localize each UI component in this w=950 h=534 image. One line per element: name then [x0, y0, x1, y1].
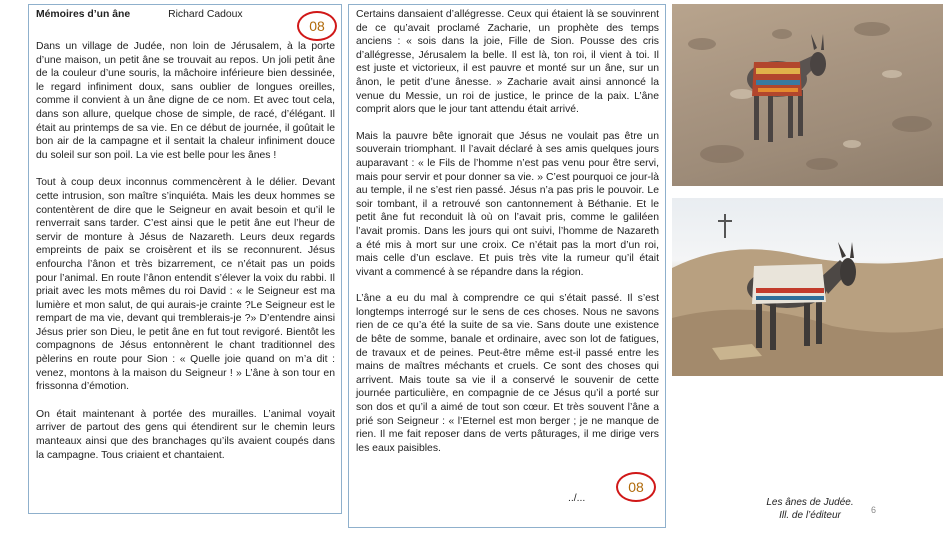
caption-line-1: Les ânes de Judée. — [766, 497, 854, 508]
article-author: Richard Cadoux — [168, 9, 243, 20]
paragraph: L’âne a eu du mal à comprendre ce qui s’était passé. Il s’est longtemps interrogé sur le sens de ces choses. Nous ne savons rien de ce qu’a été la suite de sa vie. Sans doute une existence de bête de somme, banale et ordinaire, avec son lot de fatigues, de travaux et de peines. Peut-être même est-il passé entre les mains de maîtres méchants et cruels. Ce sont des choses qui arrivent. Mais toute sa vie il a conservé le souvenir de cette journée particulière, en compagnie de ce Jésus qu’il a porté sur son dos et qu’il a aimé de tout son cœur. Et très souvent l’âne a prié son Seigneur : « l’Eternel est mon berger ; je ne manque de rien. Il me fait reposer dans de verts pâturages, il me dirige vers les eaux paisibles. — [356, 293, 659, 454]
donkey-photo-top — [672, 4, 943, 186]
donkey-illustration-bottom — [672, 198, 943, 376]
left-text-column — [28, 4, 342, 514]
continuation-mark: ../... — [568, 493, 586, 504]
page-badge-top: 08 — [297, 11, 337, 41]
page-badge-bottom: 08 — [616, 472, 656, 502]
page-number: 6 — [871, 505, 877, 515]
paragraph: Dans un village de Judée, non loin de Jérusalem, à la porte d’une maison, un petit âne se trouvait au repos. Un joli petit âne de la couleur d’une souris, la mâchoire inférieure bien dessinée, le regard infiniment doux, sans oublier de longues oreilles, comme il convient à un âne digne de ce nom. Et avec tout cela, dans son allure, quelque chose de simple, de racé, d’élégant. Il était au printemps de sa vie. En ce début de journée, il goûtait le bon air de la campagne et il sentait la chaleur infiniment douce du soleil sur son poil. La vie est belle pour les ânes ! — [36, 41, 335, 161]
caption-line-2: Ill. de l’éditeur — [779, 510, 841, 521]
photo-caption — [760, 496, 860, 522]
donkey-illustration-top — [672, 4, 943, 186]
paragraph: Certains dansaient d’allégresse. Ceux qui étaient là se souvinrent de ce qu’avait proclamé Zacharie, un prophète des temps anciens : « sois dans la joie, Fille de Sion. Pousse des cris d’allégresse, Jérusalem la belle. Il est là, ton roi, il vient à toi. Il est juste et victorieux, il est pauvre et monté sur un âne, sur un ânon, le petit d’une ânesse. » Zacharie avait ainsi annoncé la venue du Messie, un roi de justice, le prince de la paix. L’âne comprit alors que le jour tant attendu était arrivé. — [356, 9, 659, 116]
paragraph: On était maintenant à portée des murailles. L’animal voyait arriver de partout des gens qui étendirent sur le chemin leurs manteaux ainsi que des branchages qu’ils avaient coupés dans la campagne. Tous criaient et chantaient. — [36, 408, 335, 461]
article-header — [36, 8, 335, 40]
paragraph: Tout à coup deux inconnus commencèrent à le délier. Devant cette intrusion, son maître s’inquiéta. Mais les deux hommes se contentèrent de dire que le Seigneur en avait besoin et qu’il le renverrait sans tarder. C’est ainsi que le petit âne eut l’heur de servir de monture à Jésus de Nazareth. Leurs deux regards empreints de paix se croisèrent et ils se reconnurent. Jésus enfourcha l’ânon et très bizarrement, ce n’était pas un poids pour l’animal. En route l’ânon entendit s’élever la voix du rabbi. Il priait avec les mots mêmes du roi David : « le Seigneur est ma lumière et mon salut, de qui aurais-je crainte ?Le Seigneur est le rempart de ma vie, devant qui tremblerais-je ?» D’entendre ainsi Jésus prier son Dieu, le petit âne en fut tout revigoré. Bientôt les compagnons de Jésus entonnèrent le chant traditionnel des pèlerins en route pour Sion : « Quelle joie quand on m’a dit : venez, montons à la maison du Seigneur ! » L’âne à son tour en frissonna d’émotion. — [36, 177, 335, 393]
article-title: Mémoires d’un âne — [36, 9, 131, 20]
donkey-photo-bottom — [672, 198, 943, 376]
right-text-column — [348, 4, 666, 528]
paragraph: Mais la pauvre bête ignorait que Jésus ne voulait pas être un souverain triomphant. Il l’avait déclaré à ses amis quelques jours auparavant : « le Fils de l’homme n’est pas venu pour être servi, mais pour servir et pour donner sa vie. » C’est pourquoi ce jour-là au temple, il ne s’est rien passé. Jésus n’a pas pris le pouvoir. Le soir tombant, il a retrouvé son cantonnement à Béthanie. Et le petit âne fut reconduit là où on l’avait pris, comme le galiléen l’avait promis. Dans les jours qui ont suivi, l’homme de Nazareth a été mis à mort sur une croix. Ce n’était pas la mort d’un roi, mais celle d’un esclave. Et puis très vite la rumeur qu’il était vivant a commencé à se répandre dans la région. — [356, 130, 659, 278]
